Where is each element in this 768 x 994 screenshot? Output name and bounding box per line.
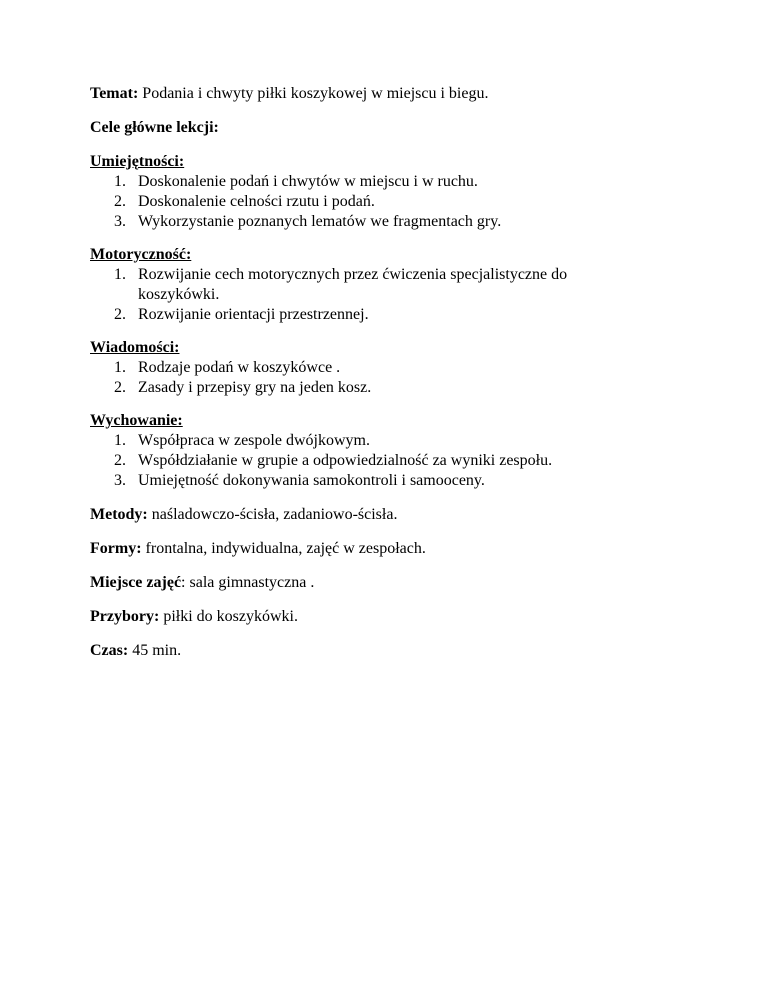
main-goals-label: Cele główne lekcji:: [90, 119, 219, 136]
list-item: [90, 358, 710, 378]
field-label: Przybory:: [90, 608, 160, 625]
section-heading-text: Motoryczność:: [90, 246, 192, 263]
main-goals-heading: [90, 118, 710, 138]
lesson-plan-document: [90, 84, 710, 661]
list-item: [90, 172, 710, 192]
list-item-number: 2.: [114, 379, 126, 396]
list-item-number: 3.: [114, 213, 126, 230]
list-item-number: 1.: [114, 432, 126, 449]
list-item: [90, 212, 710, 232]
list-item: [90, 192, 710, 212]
forms-line: [90, 539, 710, 559]
field-label: Metody:: [90, 506, 148, 523]
field-value: : sala gimnastyczna .: [181, 574, 315, 591]
list-item-number: 1.: [114, 266, 126, 283]
field-value: naśladowczo-ścisła, zadaniowo-ścisła.: [147, 506, 398, 523]
section-heading-upbringing: [90, 411, 710, 431]
list-item: [90, 305, 710, 325]
list-item-text: Doskonalenie celności rzutu i podań.: [138, 193, 375, 210]
field-label: Formy:: [90, 540, 142, 557]
topic-label: Temat:: [90, 85, 139, 102]
list-item: [90, 451, 710, 471]
field-value: frontalna, indywidualna, zajęć w zespołach.: [141, 540, 426, 557]
field-label: Czas:: [90, 642, 129, 659]
skills-list: [90, 172, 710, 232]
list-item-continuation: koszykówki.: [138, 286, 220, 303]
duration-line: [90, 641, 710, 661]
list-item-number: 2.: [114, 193, 126, 210]
field-label: Miejsce zajęć: [90, 574, 182, 591]
section-heading-text: Umiejętności:: [90, 153, 185, 170]
list-item-number: 1.: [114, 359, 126, 376]
list-item-number: 2.: [114, 306, 126, 323]
list-item-number: 1.: [114, 173, 126, 190]
list-item: [90, 378, 710, 398]
list-item-text: Rodzaje podań w koszykówce .: [138, 359, 341, 376]
list-item: [90, 471, 710, 491]
list-item-text: Współpraca w zespole dwójkowym.: [138, 432, 370, 449]
section-heading-motor: [90, 245, 710, 265]
location-line: [90, 573, 710, 593]
list-item-text: Rozwijanie cech motorycznych przez ćwiczenia specjalistyczne do: [138, 266, 568, 283]
motor-list: [90, 265, 710, 325]
list-item: [90, 265, 710, 305]
list-item-number: 3.: [114, 472, 126, 489]
methods-line: [90, 505, 710, 525]
section-heading-knowledge: [90, 338, 710, 358]
upbringing-list: [90, 431, 710, 491]
knowledge-list: [90, 358, 710, 398]
list-item: [90, 431, 710, 451]
list-item-number: 2.: [114, 452, 126, 469]
list-item-text: Współdziałanie w grupie a odpowiedzialność za wyniki zespołu.: [138, 452, 553, 469]
field-value: 45 min.: [128, 642, 182, 659]
equipment-line: [90, 607, 710, 627]
section-heading-text: Wiadomości:: [90, 339, 180, 356]
list-item-text: Rozwijanie orientacji przestrzennej.: [138, 306, 369, 323]
list-item-text: Zasady i przepisy gry na jeden kosz.: [138, 379, 372, 396]
topic-text: Podania i chwyty piłki koszykowej w miejscu i biegu.: [138, 85, 489, 102]
field-value: piłki do koszykówki.: [159, 608, 298, 625]
topic-line: [90, 84, 710, 104]
list-item-text: Umiejętność dokonywania samokontroli i samooceny.: [138, 472, 485, 489]
list-item-text: Wykorzystanie poznanych lematów we fragmentach gry.: [138, 213, 502, 230]
section-heading-skills: [90, 152, 710, 172]
list-item-text: Doskonalenie podań i chwytów w miejscu i w ruchu.: [138, 173, 478, 190]
section-heading-text: Wychowanie:: [90, 412, 183, 429]
